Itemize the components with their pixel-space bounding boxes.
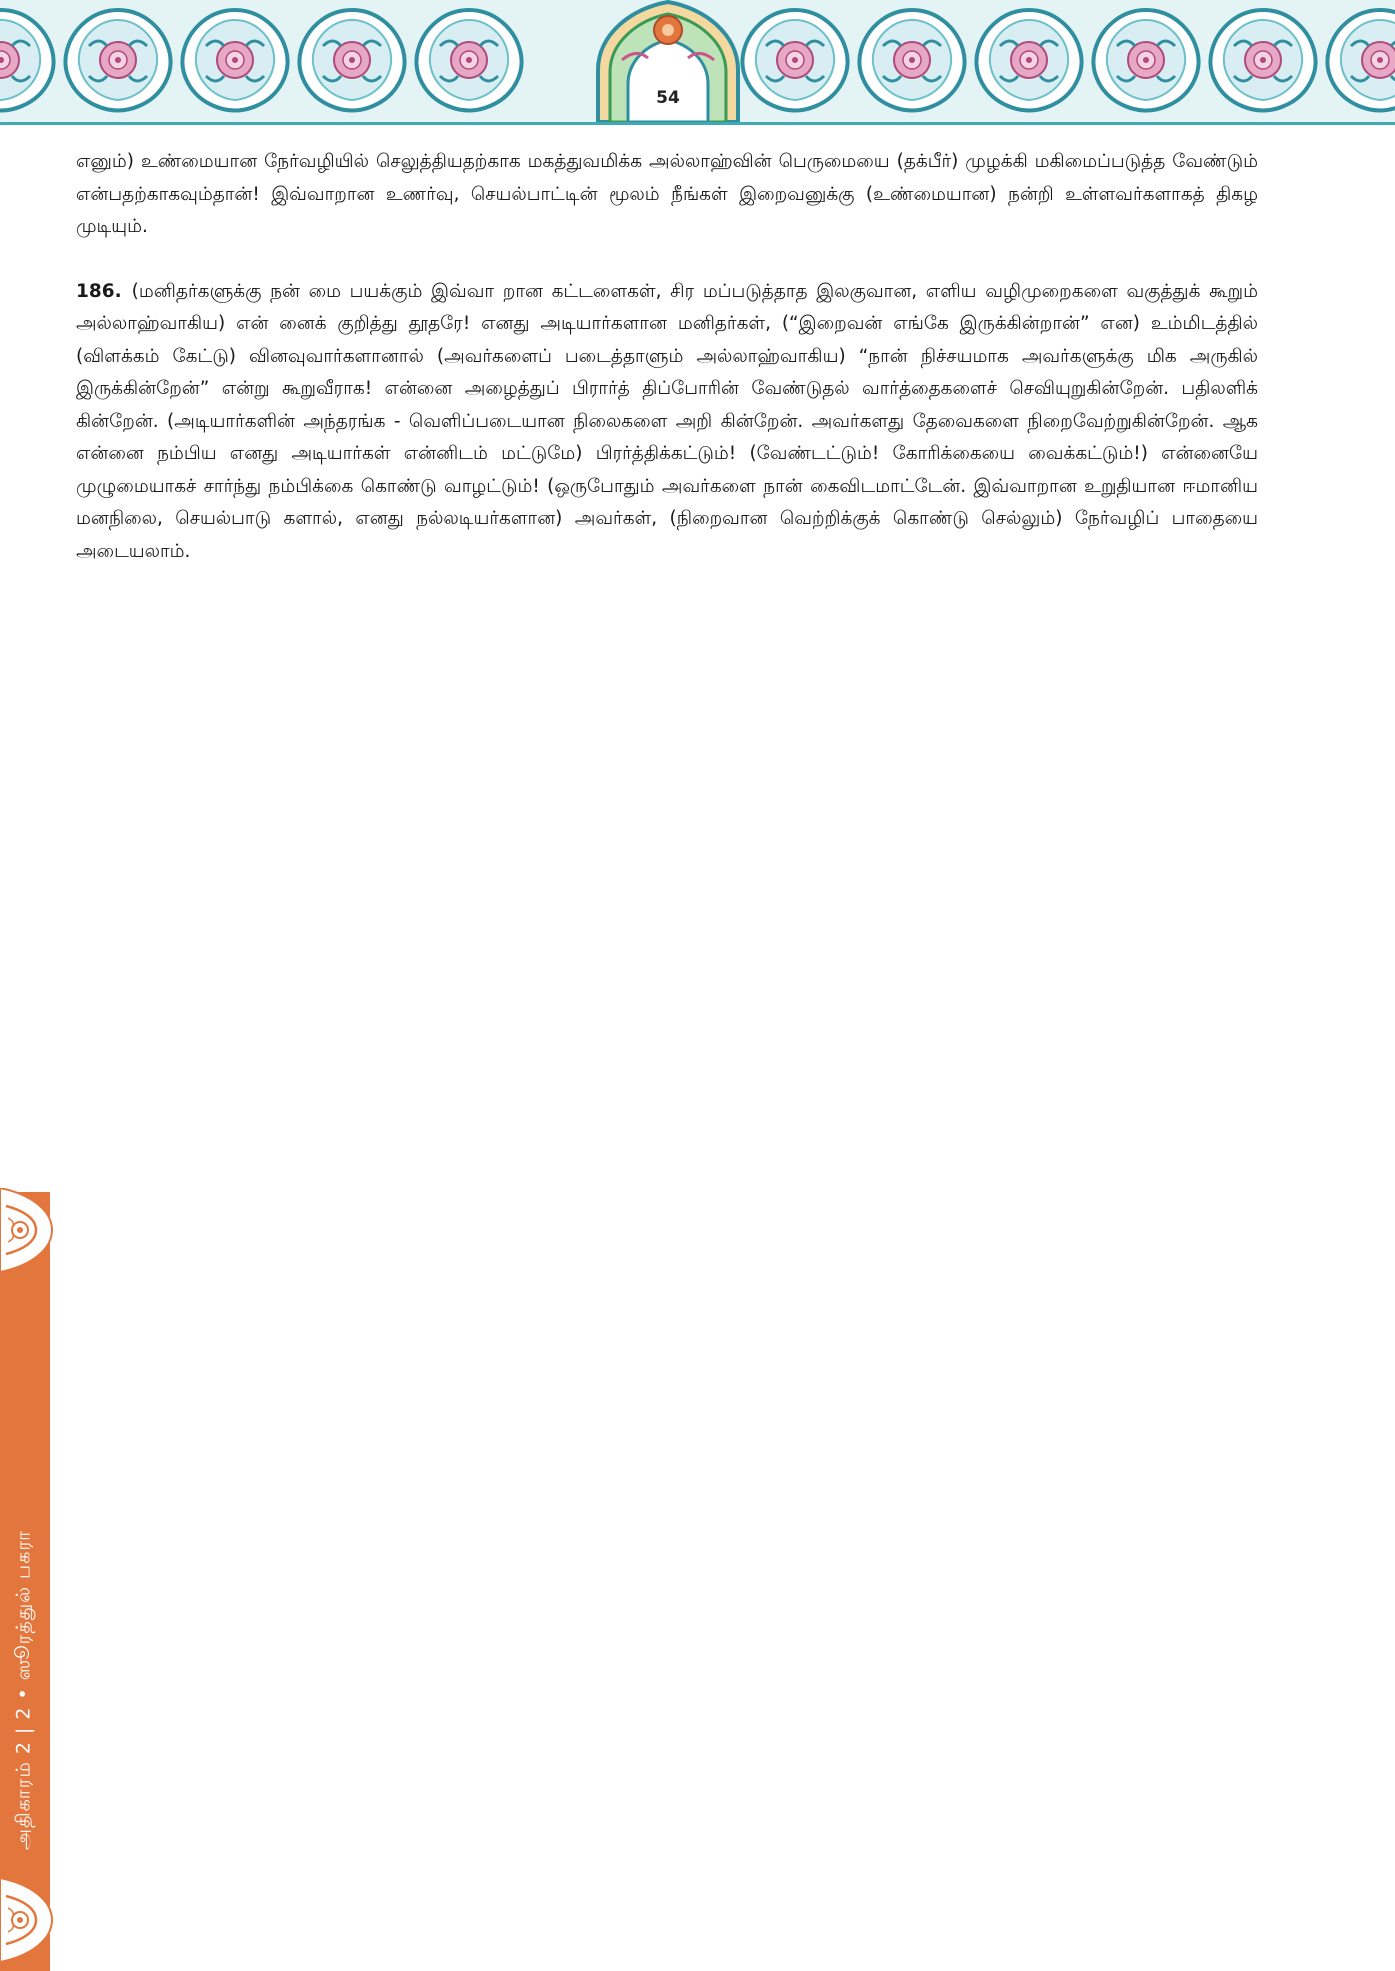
side-floral-ornament-icon: [0, 1188, 58, 1272]
floral-medallion-icon: [736, 6, 854, 114]
floral-medallion-icon: [176, 6, 294, 114]
floral-medallion-icon: [853, 6, 971, 114]
floral-medallion-icon: [1087, 6, 1205, 114]
side-floral-ornament-icon: [0, 1878, 58, 1962]
floral-medallion-icon: [0, 6, 60, 114]
floral-medallion-icon: [293, 6, 411, 114]
commentary-paragraph: எனும்) உண்மையான நேர்வழியில் செலுத்தியதற்காக மகத்துவமிக்க அல்லாஹ்வின் பெருமையை (தக்பீர்) முழக்கி மகிமைப்படுத்த வேண்டும் என்பதற்காகவும்தான்! இவ்வாறான உணர்வு, செயல்பாட்டின் மூலம் நீங்கள் இறைவனுக்கு (உண்மையான) நன்றி உள்ளவர்களாகத் திகழ முடியும்.: [76, 151, 1258, 237]
floral-medallion-icon: [1321, 6, 1395, 114]
floral-medallion-icon: [1204, 6, 1322, 114]
floral-medallion-icon: [970, 6, 1088, 114]
verse-text: (மனிதர்களுக்கு நன் மை பயக்கும் இவ்வா றான கட்டளைகள், சிர மப்படுத்தாத இலகுவான, எளிய வழிமுறைகளை வகுத்துக் கூறும் அல்லாஹ்வாகிய) என் னைக் குறித்து தூதரே! எனது அடியார்களான மனிதர்கள், (“இறைவன் எங்கே இருக்கின்றான்” என) உம்மிடத்தில் (விளக்கம் கேட்டு) வினவுவார்களானால் (அவர்களைப் படைத்தாளும் அல்லாஹ்வாகிய) “நான் நிச்சயமாக அவர்களுக்கு மிக அருகில் இருக்கின்றேன்” என்று கூறுவீராக! என்னை அழைத்துப் பிரார்த் திப்போரின் வேண்டுதல் வார்த்தைகளைச் செவியுறுகின்றேன். பதிலளிக் கின்றேன். (அடியார்களின் அந்தரங்க - வெளிப்படையான நிலைகளை அறி கின்றேன். அவர்களது தேவைகளை நிறைவேற்றுகின்றேன். ஆக என்னை நம்பிய எனது அடியார்கள் என்னிடம் மட்டுமே) பிரர்த்திக்கட்டும்! (வேண்டட்டும்! கோரிக்கையை வைக்கட்டும்!) என்னையே முழுமையாகச் சார்ந்து நம்பிக்கை கொண்டு வாழட்டும்! (ஒருபோதும் அவர்களை நான் கைவிடமாட்டேன். இவ்வாறான உறுதியான ஈமானிய மனநிலை, செயல்பாடு களால், எனது நல்லடியர்களான) அவர்கள், (நிறைவான வெற்றிக்குக் கொண்டு செல்லும்) நேர்வழிப் பாதையை அடையலாம்.: [76, 280, 1258, 562]
page-body: [76, 146, 1258, 568]
verse-paragraph: [76, 276, 1258, 569]
floral-medallion-icon: [410, 6, 528, 114]
verse-number: 186.: [76, 280, 122, 302]
chapter-label: அதிகாரம் 2 | 2 • ஸூரத்துல் பகரா: [12, 1529, 35, 1851]
floral-medallion-icon: [59, 6, 177, 114]
decorative-header-border: [0, 0, 1395, 125]
page-number: 54: [656, 88, 680, 108]
